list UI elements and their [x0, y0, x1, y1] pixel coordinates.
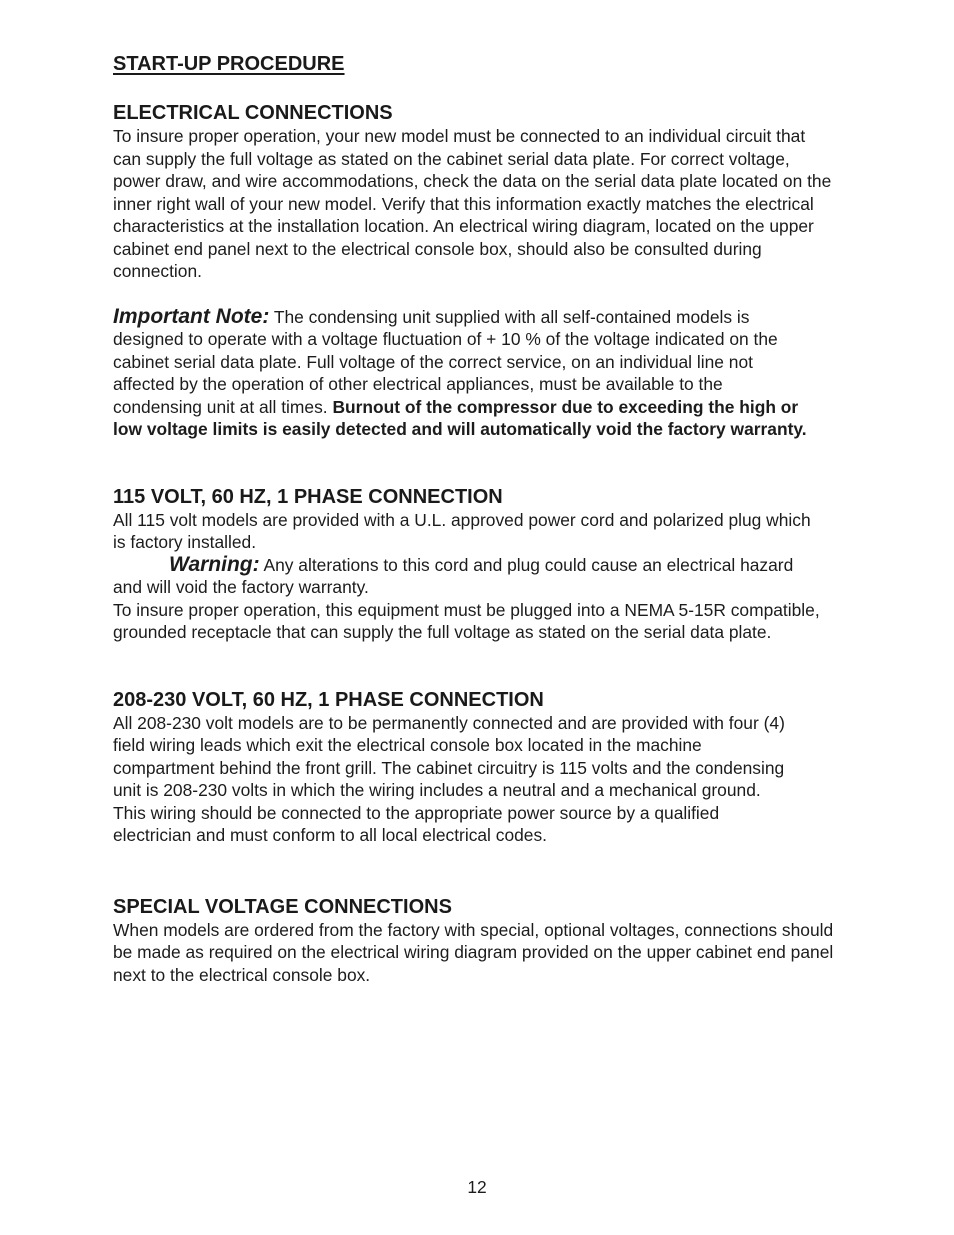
important-note-label: Important Note:: [113, 304, 270, 328]
important-note-warranty-text: Burnout of the compressor due to exceeding the high or low voltage limits is easily detected and will automatically void the factory warranty.: [113, 396, 807, 439]
electrical-connections-text: To insure proper operation, your new model must be connected to an individual circuit that can supply the full voltage as stated on the cabinet serial data plate. For correct voltage, power draw, and wire accommodations, check the data on the serial data plate located on the inner right wall of your new model. Verify that this information exactly matches the electrical characteristics at the installation location. An electrical wiring diagram, located on the upper cabinet end panel next to the electrical console box, should also be consulted during connection.: [113, 126, 832, 281]
special-voltage-heading: SPECIAL VOLTAGE CONNECTIONS: [113, 895, 452, 918]
special-voltage-text: When models are ordered from the factory with special, optional voltages, connections should be made as required on the electrical wiring diagram provided on the upper cabinet end panel next to the electrical console box.: [113, 919, 834, 985]
important-note-text: The condensing unit supplied with all self-contained models is designed to operate with a voltage fluctuation of + 10 % of the voltage indicated on the cabinet serial data plate. Full voltage of the correct service, on an individual line not affected by the operation of other electrical appliances, must be available to the condensing unit at all times.: [113, 306, 778, 417]
208-230-volt-heading: 208-230 VOLT, 60 HZ, 1 PHASE CONNECTION: [113, 688, 544, 711]
115-volt-heading: 115 VOLT, 60 HZ, 1 PHASE CONNECTION: [113, 485, 503, 508]
115-volt-warning-paragraph: [113, 554, 825, 599]
208-230-volt-text: All 208-230 volt models are to be permanently connected and are provided with four (4) field wiring leads which exit the electrical console box located in the machine compartment behind the front grill. The cabinet circuitry is 115 volts and the condensing unit is 208-230 volts in which the wiring includes a neutral and a mechanical ground. This wiring should be connected to the appropriate power source by a qualified electrician and must conform to all local electrical codes.: [113, 712, 785, 845]
warning-label: Warning:: [169, 552, 260, 576]
warning-text: Any alterations to this cord and plug could cause an electrical hazard and will void the factory warranty.: [113, 554, 794, 597]
electrical-connections-heading: ELECTRICAL CONNECTIONS: [113, 102, 393, 124]
page-number: 12: [467, 1177, 487, 1197]
page-title: START-UP PROCEDURE: [113, 53, 345, 75]
important-note-paragraph: [113, 306, 813, 441]
document-page: [113, 52, 843, 986]
115-volt-receptacle-text: To insure proper operation, this equipment must be plugged into a NEMA 5-15R compatible, grounded receptacle that can supply the full voltage as stated on the serial data plate.: [113, 599, 820, 642]
115-volt-text: All 115 volt models are provided with a U.L. approved power cord and polarized plug which is factory installed.: [113, 509, 811, 552]
